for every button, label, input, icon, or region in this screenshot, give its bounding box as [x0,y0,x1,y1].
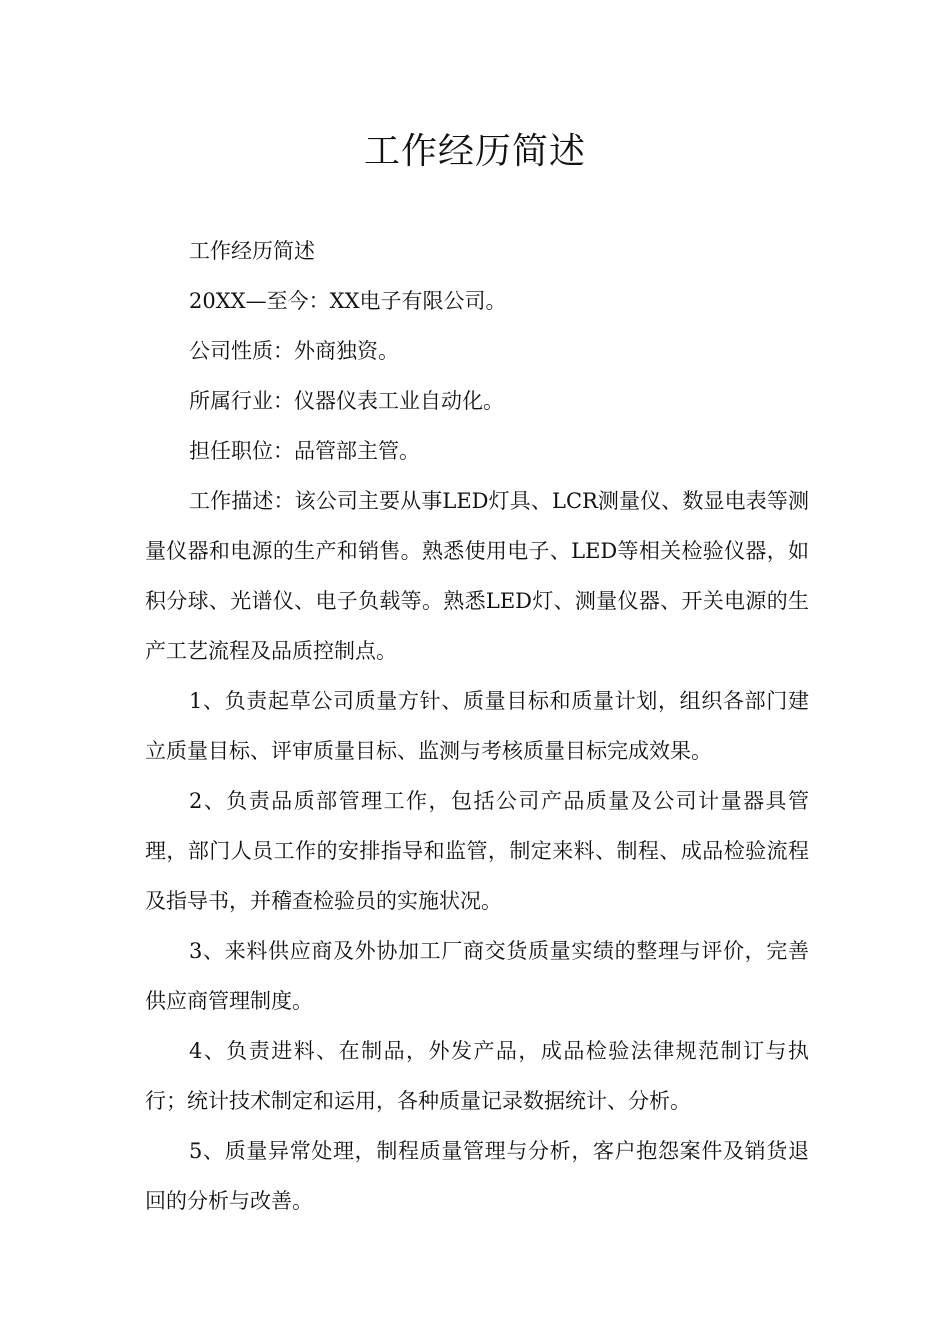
duty-item-2: 2、负责品质部管理工作，包括公司产品质量及公司计量器具管理，部门人员工作的安排指导和监管，制定来料、制程、成品检验流程及指导书，并稽查检验员的实施状况。 [145,789,809,913]
document-body [145,226,809,1226]
job-description: 工作描述：该公司主要从事LED灯具、LCR测量仪、数显电表等测量仪器和电源的生产和销售。熟悉使用电子、LED等相关检验仪器，如积分球、光谱仪、电子负载等。熟悉LED灯、测量仪器、开关电源的生产工艺流程及品质控制点。 [145,489,809,663]
position: 担任职位：品管部主管。 [189,439,420,463]
duty-item-5: 5、质量异常处理，制程质量管理与分析，客户抱怨案件及销货退回的分析与改善。 [145,1139,809,1213]
employment-period: 20XX—至今：XX电子有限公司。 [189,289,507,313]
document-title: 工作经历简述 [363,131,586,172]
industry: 所属行业：仪器仪表工业自动化。 [189,389,504,413]
duty-item-1: 1、负责起草公司质量方针、质量目标和质量计划，组织各部门建立质量目标、评审质量目标、监测与考核质量目标完成效果。 [145,689,809,763]
section-heading: 工作经历简述 [189,239,315,263]
duty-item-4: 4、负责进料、在制品，外发产品，成品检验法律规范制订与执行；统计技术制定和运用，各种质量记录数据统计、分析。 [145,1039,809,1113]
duty-item-3: 3、来料供应商及外协加工厂商交货质量实绩的整理与评价，完善供应商管理制度。 [145,939,809,1013]
company-nature: 公司性质：外商独资。 [189,339,399,363]
